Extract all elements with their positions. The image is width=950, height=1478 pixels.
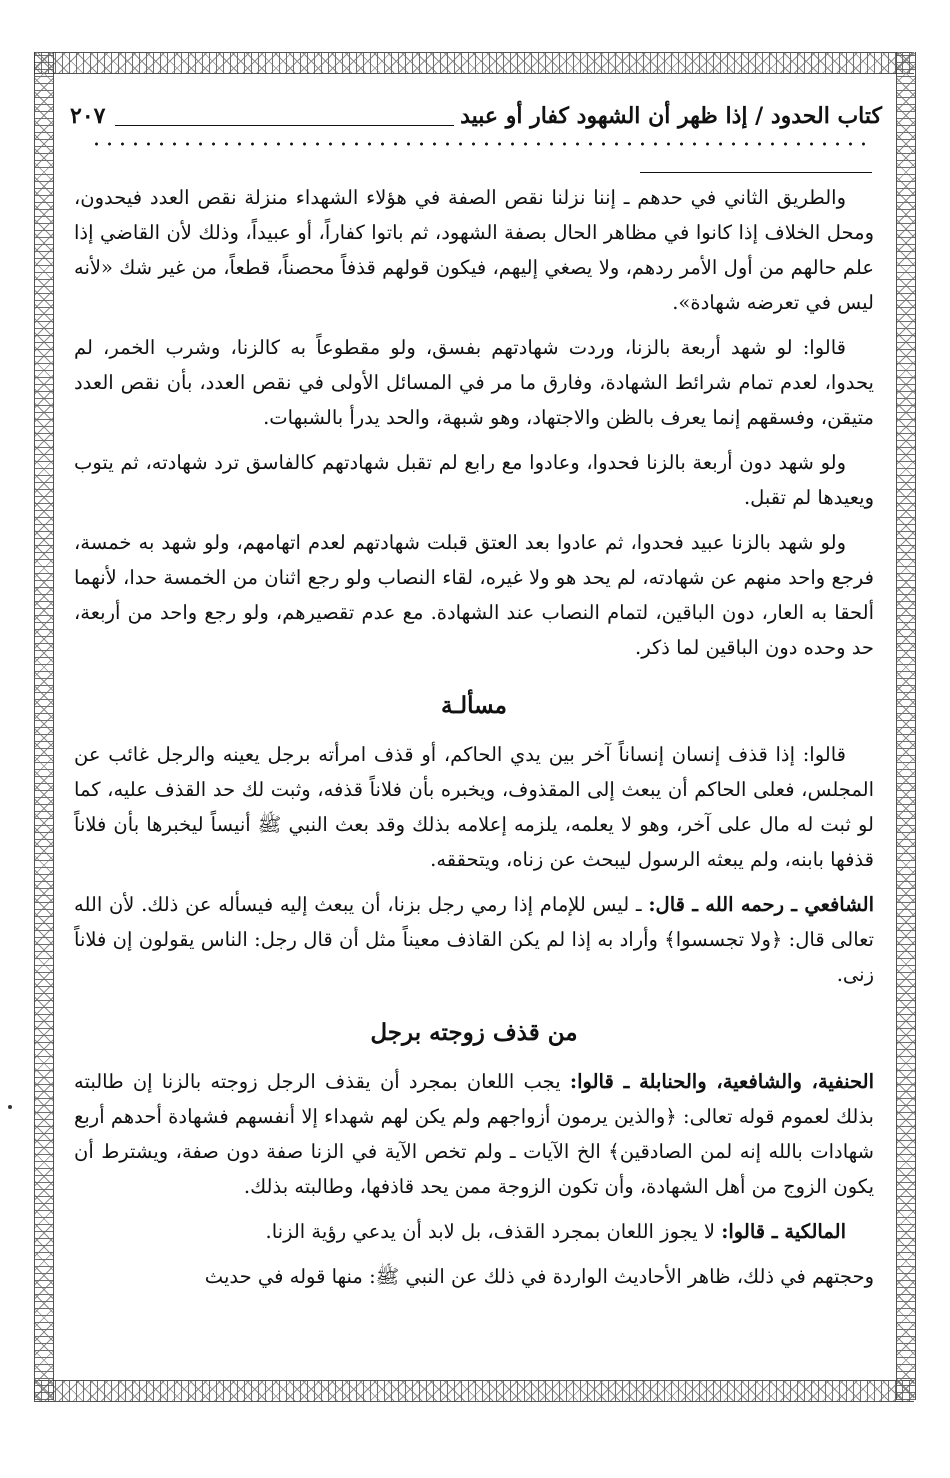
paragraph-1: والطريق الثاني في حدهم ـ إننا نزلنا نقص الصفة في هؤلاء الشهداء منزلة نقص العدد فيحدون، ومحل الخلاف إذا كانوا في مظاهر الحال بصفة الشهود، ثم باتوا كفاراً، أو عبيداً، وذلك لأن القاضي إذا علم حالهم من أول الأمر ردهم، ولا يصغي إليهم، فيكون قولهم قذفاً محصناً، قطعاً، من غير شك «لأنه ليس في تعرضه شهادة». <box>74 186 874 314</box>
dotted-separator <box>90 140 870 148</box>
section-heading-qadhf: من قذف زوجته برجل <box>370 1019 578 1046</box>
paragraph-8 <box>74 1214 874 1249</box>
margin-speck <box>8 1105 12 1109</box>
paragraph-6 <box>74 887 874 992</box>
paragraph-7 <box>74 1064 874 1204</box>
paragraph-7-lead: الحنفية، والشافعية، والحنابلة ـ قالوا: <box>569 1070 875 1093</box>
ornamental-border-top <box>34 52 914 74</box>
header-underline <box>640 172 872 173</box>
paragraph-8-lead: المالكية ـ قالوا: <box>721 1220 846 1243</box>
paragraph-4: ولو شهد بالزنا عبيد فحدوا، ثم عادوا بعد العتق قبلت شهادتهم لعدم اتهامهم، ولو شهد به خمسة، فرجع واحد منهم عن شهادته، لم يحد هو ولا غيره، لقاء النصاب ولو رجع اثنان من الخمسة حدا، لأنهما ألحقا به العار، دون الباقين، لتمام النصاب عند الشهادة. مع عدم تقصيرهم، ولو رجع واحد من أربعة، حد وحده دون الباقين لما ذكر. <box>74 531 874 659</box>
paragraph-3: ولو شهد دون أربعة بالزنا فحدوا، وعادوا مع رابع لم تقبل شهادتهم كالفاسق ترد شهادته، ثم يتوب ويعيدها لم تقبل. <box>74 451 874 509</box>
paragraph-8-text: لا يجوز اللعان بمجرد القذف، بل لابد أن يدعي رؤية الزنا. <box>265 1220 722 1243</box>
ornamental-border-right <box>896 52 916 1400</box>
page-number: ٢٠٧ <box>70 103 106 129</box>
paragraph-9: وحجتهم في ذلك، ظاهر الأحاديث الواردة في ذلك عن النبي ﷺ: منها قوله في حديث <box>204 1265 874 1288</box>
header-rule <box>115 107 454 126</box>
paragraph-6-lead: الشافعي ـ رحمه الله ـ قال: <box>648 893 874 916</box>
running-header <box>70 96 882 136</box>
paragraph-2: قالوا: لو شهد أربعة بالزنا، وردت شهادتهم بفسق، ولو مقطوعاً به كالزنا، وشرب الخمر، لم يحدوا، لعدم تمام شرائط الشهادة، وفارق ما مر في المسائل الأولى في نقص العدد، بأن نقص العدد متيقن، وفسقهم إنما يعرف بالظن والاجتهاد، وهو شبهة، والحد يدرأ بالشبهات. <box>74 336 874 429</box>
section-heading-masala: مسألـة <box>441 692 507 719</box>
ornamental-border-left <box>34 52 54 1400</box>
paragraph-5: قالوا: إذا قذف إنسان إنساناً آخر بين يدي الحاكم، أو قذف امرأته برجل يعينه والرجل غائب عن المجلس، فعلى الحاكم أن يبعث إلى المقذوف، ويخبره بأن فلاناً قذفه، وثبت لك حد القذف عليه، كما لو ثبت له مال على آخر، وهو لا يعلمه، يلزمه إعلامه بذلك وقد بعث النبي ﷺ أنيساً ليخبرها بأن فلاناً قذفها بابنه، ولم يبعثه الرسول ليبحث عن زناه، ويتحققه. <box>74 743 874 871</box>
header-title: كتاب الحدود / إذا ظهر أن الشهود كفار أو عبيد <box>460 103 882 129</box>
ornamental-border-bottom <box>34 1380 914 1402</box>
paragraph-6-text: ـ ليس للإمام إذا رمي رجل بزنا، أن يبعث إليه فيسأله عن ذلك. لأن الله تعالى قال: ﴿ولا تجسسوا﴾ وأراد به إذا لم يكن القاذف معيناً مثل أن قال رجل: الناس يقولون إن فلاناً زنى. <box>74 893 874 986</box>
paragraph-7-text: يجب اللعان بمجرد أن يقذف الرجل زوجته بالزنا إن طالبته بذلك لعموم قوله تعالى: ﴿والذين يرمون أزواجهم ولم يكن لهم شهداء إلا أنفسهم فشهادة أحدهم أربع شهادات بالله إنه لمن الصادقين﴾ الخ الآيات ـ ولم تخص الآية في الزنا صفة دون صفة، ويشترط أن يكون الزوج من أهل الشهادة، وأن تكون الزوجة ممن يحد قاذفها، وطالبته بذلك. <box>74 1070 874 1198</box>
page-body <box>74 180 874 1304</box>
